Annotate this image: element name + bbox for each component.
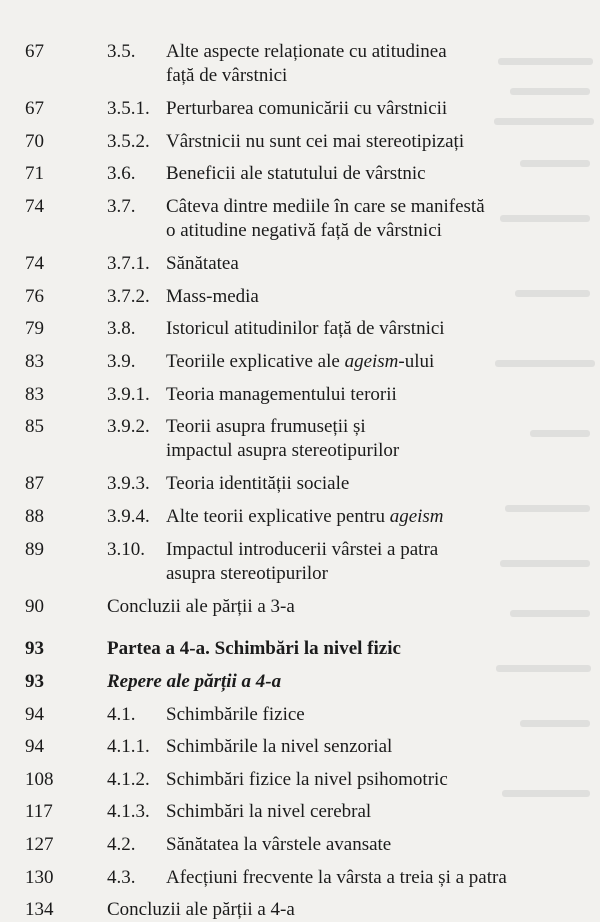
toc-title xyxy=(107,898,577,922)
toc-title-line: Partea a 4-a. Schimbări la nivel fizic xyxy=(107,638,401,660)
toc-page-number: 94 xyxy=(25,736,44,758)
toc-entry[interactable] xyxy=(0,670,600,694)
toc-title-line: Sănătatea xyxy=(166,253,239,275)
toc-page-number: 94 xyxy=(25,703,44,725)
toc-entry[interactable] xyxy=(0,595,600,619)
toc-entry[interactable] xyxy=(0,833,600,857)
toc-entry[interactable] xyxy=(0,40,600,88)
toc-entry[interactable] xyxy=(0,317,600,341)
toc-title xyxy=(166,800,586,824)
toc-title-line: Schimbări fizice la nivel psihomotric xyxy=(166,768,448,790)
toc-title xyxy=(166,505,586,529)
toc-page-number: 88 xyxy=(25,506,44,527)
toc-section-number: 3.6. xyxy=(107,163,136,185)
toc-entry[interactable] xyxy=(0,162,600,186)
toc-title-line: Perturbarea comunicării cu vârstnicii xyxy=(166,98,448,120)
toc-entry[interactable] xyxy=(0,735,600,759)
toc-title xyxy=(107,595,577,619)
toc-page-number: 71 xyxy=(25,163,44,185)
toc-section-number: 3.7. xyxy=(107,196,136,217)
toc-entry[interactable] xyxy=(0,285,600,309)
toc-title xyxy=(166,833,586,857)
toc-title xyxy=(166,472,586,496)
toc-title xyxy=(166,195,586,243)
toc-title-line: impactul asupra stereotipurilor xyxy=(166,440,400,462)
toc-entry[interactable] xyxy=(0,415,600,463)
toc-title xyxy=(166,350,586,374)
toc-title-line: Mass-media xyxy=(166,285,259,307)
toc-page-number: 108 xyxy=(25,768,54,790)
toc-title xyxy=(166,97,586,121)
toc-title-line: Sănătatea la vârstele avansate xyxy=(166,834,392,855)
toc-section-number: 3.5.1. xyxy=(107,98,150,120)
toc-page-number: 93 xyxy=(25,638,44,660)
toc-title-line: o atitudine negativă față de vârstnici xyxy=(166,220,442,241)
toc-entry[interactable] xyxy=(0,637,600,661)
toc-section-number: 3.5. xyxy=(107,41,136,62)
toc-section-number: 4.1.1. xyxy=(107,736,150,758)
toc-section-number: 4.3. xyxy=(107,866,136,888)
toc-title xyxy=(166,866,586,890)
toc-section-number: 3.8. xyxy=(107,318,136,340)
toc-title-line: Schimbările fizice xyxy=(166,703,305,725)
toc-title-emphasis: ageism xyxy=(344,351,399,372)
toc-section-number: 3.10. xyxy=(107,538,145,560)
toc-title-line: Teoriile explicative ale ageism-ului xyxy=(166,351,435,372)
toc-entry[interactable] xyxy=(0,505,600,529)
toc-title-line: Concluzii ale părții a 3-a xyxy=(107,595,295,617)
toc-title-line: Schimbările la nivel senzorial xyxy=(166,736,393,758)
toc-page-number: 70 xyxy=(25,130,44,152)
toc-entry[interactable] xyxy=(0,768,600,792)
toc-page-number: 67 xyxy=(25,41,44,62)
toc-title-line: Alte aspecte relaționate cu atitudinea xyxy=(166,41,447,62)
toc-section-number: 4.1.3. xyxy=(107,801,150,823)
toc-title-line: Câteva dintre mediile în care se manifestă xyxy=(166,196,485,217)
toc-page-number: 83 xyxy=(25,383,44,405)
toc-section-number: 4.1. xyxy=(107,703,136,725)
toc-page-number: 90 xyxy=(25,595,44,617)
toc-title-line: Alte teorii explicative pentru ageism xyxy=(166,506,444,527)
toc-title-line: Afecțiuni frecvente la vârsta a treia și a patra xyxy=(166,866,507,888)
toc-title xyxy=(166,317,586,341)
toc-section-number: 4.1.2. xyxy=(107,768,150,790)
toc-page-number: 74 xyxy=(25,253,44,275)
toc-page-number: 87 xyxy=(25,473,44,495)
toc-title xyxy=(166,768,586,792)
toc-title xyxy=(166,415,586,463)
toc-title-line: Vârstnicii nu sunt cei mai stereotipizați xyxy=(166,130,465,152)
toc-entry[interactable] xyxy=(0,252,600,276)
toc-entry[interactable] xyxy=(0,97,600,121)
toc-section-number: 3.9. xyxy=(107,351,136,372)
toc-section-number: 3.7.1. xyxy=(107,253,150,275)
toc-page-number: 134 xyxy=(25,899,54,921)
toc-entry[interactable] xyxy=(0,350,600,374)
toc-entry[interactable] xyxy=(0,703,600,727)
toc-entry[interactable] xyxy=(0,866,600,890)
toc-page-number: 74 xyxy=(25,196,44,217)
toc-title xyxy=(166,703,586,727)
toc-title-line: Teoria managementului terorii xyxy=(166,383,397,405)
toc-title-line: Istoricul atitudinilor față de vârstnici xyxy=(166,318,445,340)
toc-page-number: 130 xyxy=(25,866,54,888)
toc-section-number: 3.9.3. xyxy=(107,473,150,495)
toc-title-emphasis: ageism xyxy=(389,506,444,527)
toc-page-number: 67 xyxy=(25,98,44,120)
toc-page-number: 127 xyxy=(25,834,54,855)
toc-title-line: față de vârstnici xyxy=(166,65,288,86)
toc-section-number: 3.9.4. xyxy=(107,506,150,527)
toc-title-line: Repere ale părții a 4-a xyxy=(107,671,282,692)
toc-title xyxy=(107,670,577,694)
toc-title-line: Concluzii ale părții a 4-a xyxy=(107,899,295,921)
toc-section-number: 3.9.1. xyxy=(107,383,150,405)
toc-section-number: 3.7.2. xyxy=(107,285,150,307)
toc-page-number: 117 xyxy=(25,801,53,823)
toc-section-number: 3.5.2. xyxy=(107,130,150,152)
toc-title xyxy=(166,735,586,759)
toc-entry[interactable] xyxy=(0,538,600,586)
toc-page-number: 85 xyxy=(25,416,44,438)
toc-title xyxy=(166,162,586,186)
toc-title xyxy=(107,637,577,661)
toc-page-number: 93 xyxy=(25,671,44,692)
toc-entry[interactable] xyxy=(0,383,600,407)
toc-section-number: 4.2. xyxy=(107,834,136,855)
toc-entry[interactable] xyxy=(0,898,600,922)
toc-page-number: 76 xyxy=(25,285,44,307)
toc-entry[interactable] xyxy=(0,800,600,824)
toc-entry[interactable] xyxy=(0,195,600,243)
toc-title-line: Teorii asupra frumuseții și xyxy=(166,416,366,438)
toc-title xyxy=(166,252,586,276)
toc-title-line: Schimbări la nivel cerebral xyxy=(166,801,372,823)
toc-title xyxy=(166,538,586,586)
toc-title-line: Beneficii ale statutului de vârstnic xyxy=(166,163,426,185)
toc-title-line: asupra stereotipurilor xyxy=(166,562,328,584)
toc-entry[interactable] xyxy=(0,130,600,154)
toc-page-number: 79 xyxy=(25,318,44,340)
toc-title-line: Impactul introducerii vârstei a patra xyxy=(166,538,439,560)
toc-entry[interactable] xyxy=(0,472,600,496)
toc-title xyxy=(166,130,586,154)
toc-title xyxy=(166,285,586,309)
toc-section-number: 3.9.2. xyxy=(107,416,150,438)
toc-page-number: 83 xyxy=(25,351,44,372)
toc-title xyxy=(166,40,586,88)
toc-page-number: 89 xyxy=(25,538,44,560)
toc-title-line: Teoria identității sociale xyxy=(166,473,350,495)
toc-title xyxy=(166,383,586,407)
